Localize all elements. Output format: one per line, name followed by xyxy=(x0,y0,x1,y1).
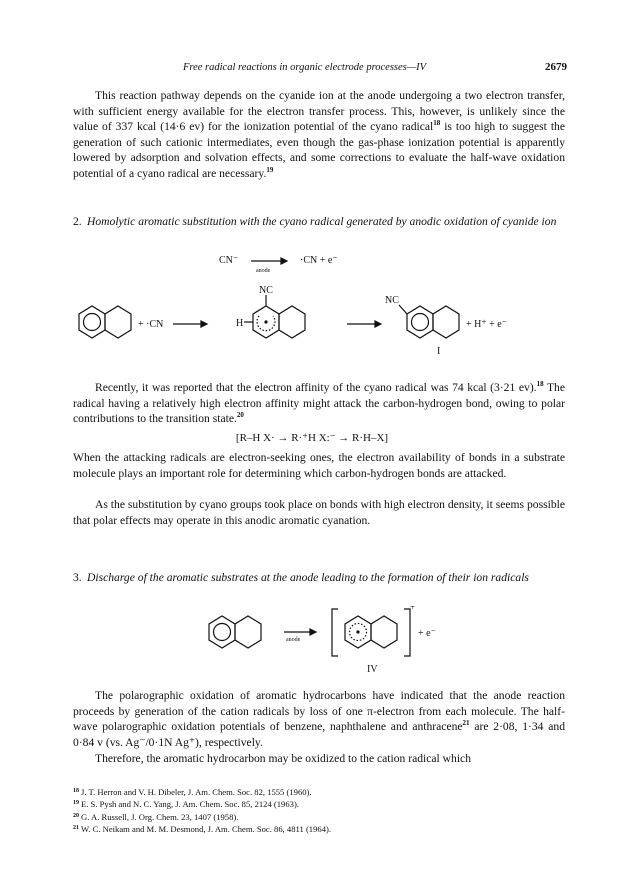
reference-19: $^{19}$ E. S. Pysh and N. C. Yang, J. Am. Chem. Soc. 85, 2124 (1963). xyxy=(73,799,299,810)
citation: 18 xyxy=(536,380,544,388)
reference-21: $^{21}$ W. C. Neikam and M. M. Desmond, J. Am. Chem. Soc. 86, 4811 (1964). xyxy=(73,824,332,835)
radical-intermediate-structure xyxy=(244,295,305,338)
transition-state-equation: [R–H X· → R·⁺H X:⁻ → R·H–X] xyxy=(235,432,389,444)
reference-18: $^{18}$ J. T. Herron and V. H. Dibeler, J. Am. Chem. Soc. 82, 1555 (1960). xyxy=(73,787,312,797)
citation: 21 xyxy=(462,719,470,728)
cyanide-ion-label: CN⁻ xyxy=(219,255,239,266)
compound-label-IV: IV xyxy=(367,664,378,675)
paragraph-attacking-radicals: When the attacking radicals are electron-seeking ones, the electron availability of bonds in a substrate molecule plays an important role for determining which carbon-hydrogen bonds are attacked. xyxy=(73,451,565,480)
svg-text:H: H xyxy=(236,318,244,329)
cyanonaphthalene-structure xyxy=(399,305,459,338)
svg-text:+: + xyxy=(410,606,416,612)
citation: 19 xyxy=(266,165,274,174)
paragraph-polar-effects: As the substitution by cyano groups took place on bonds with high electron density, it seems possible that polar effects may operate in this anodic aromatic cyanation. xyxy=(73,498,565,527)
cyano-radical-product: ·CN + e⁻ xyxy=(300,255,338,266)
svg-text:+ H⁺ + e⁻: + H⁺ + e⁻ xyxy=(466,319,507,330)
footnote-references xyxy=(73,786,573,836)
svg-text:anode: anode xyxy=(286,637,301,643)
paragraph-polarographic-oxidation: The polarographic oxidation of aromatic hydrocarbons have indicated that the anode reaction proceeds by generation of the cation radicals by loss of one π-electron from each molecule. The half-wave polarographic oxidation potentials of benzene, naphthalene and anthracene$^{21}$ are 2·08, 1·34 and 0·84 v (vs. Ag⁻/0·1N Ag⁺), respectively. xyxy=(73,689,565,749)
reaction-scheme-cyanation xyxy=(0,250,624,375)
citation: 18 xyxy=(433,119,441,128)
section-2-heading: 2. Homolytic aromatic substitution with the cyano radical generated by anodic oxidation of cyanide ion xyxy=(73,215,557,228)
naphthalene-structure xyxy=(209,616,261,648)
cation-radical-structure xyxy=(345,616,397,648)
paragraph-ionization-potential: This reaction pathway depends on the cyanide ion at the anode undergoing a two electron transfer, with sufficient energy available for the electron transfer process. This, however, is unlikely since the value of 337 kcal (14·6 ev) for the ionization potential of the cyano radical$^{18}$ is too high to suggest the generation of such cationic intermediates, even though the gas-phase ionization potential is apparently lowered by adsorption and solvation effects, and some corrections to evaluate the half-wave oxidation potential of a cyano radical are necessary.$^{19}$ xyxy=(73,89,566,180)
svg-text:anode: anode xyxy=(256,268,271,274)
svg-text:NC: NC xyxy=(385,295,399,306)
naphthalene-structure xyxy=(79,306,131,338)
citation: 20 xyxy=(236,411,244,420)
svg-text:NC: NC xyxy=(259,285,273,296)
compound-label-I: I xyxy=(437,346,441,357)
reference-20: $^{20}$ G. A. Russell, J. Org. Chem. 23, 1407 (1958). xyxy=(73,811,239,822)
left-bracket xyxy=(332,609,338,656)
page-number: 2679 xyxy=(545,61,567,73)
section-3-heading: 3. Discharge of the aromatic substrates at the anode leading to the formation of their ion radicals xyxy=(73,571,529,584)
paragraph-electron-affinity: Recently, it was reported that the electron affinity of the cyano radical was 74 kcal (3·21 ev).$^{18}$ The radical having a relatively high electron affinity might attack the carbon-hydrogen bond, owing to polar contributions to the transition state.$^{20}$ xyxy=(73,380,565,426)
reaction-scheme-ion-radical xyxy=(0,606,624,676)
running-title: Free radical reactions in organic electrode processes—IV xyxy=(183,62,426,73)
paragraph-therefore: Therefore, the aromatic hydrocarbon may be oxidized to the cation radical which xyxy=(95,752,471,765)
svg-text:+ e⁻: + e⁻ xyxy=(418,628,436,639)
right-bracket xyxy=(404,609,410,656)
svg-text:+ ·CN: + ·CN xyxy=(138,319,164,330)
